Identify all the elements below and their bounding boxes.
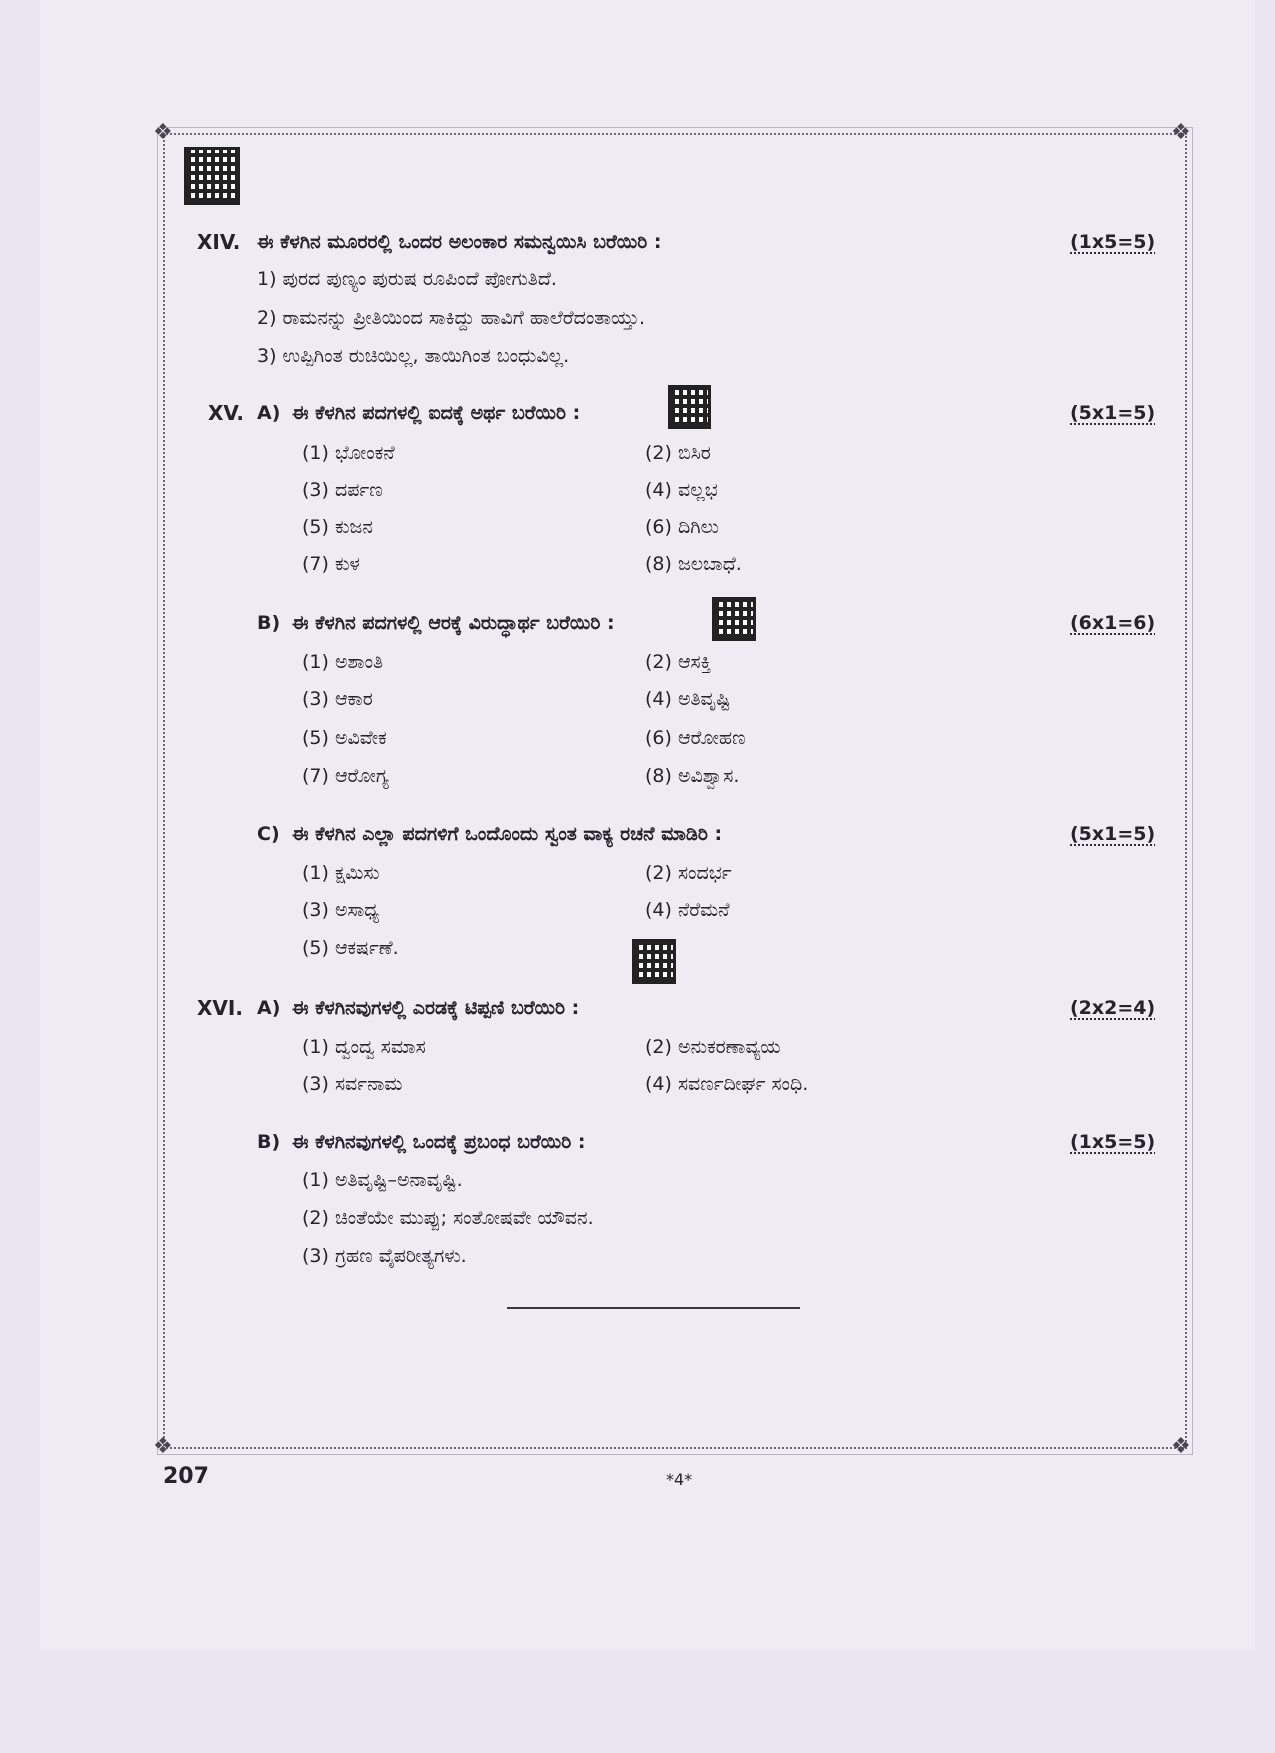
question-xv-b-item: (4) ಅತಿವೃಷ್ಟಿ [645,688,731,710]
question-xv-c-item: (4) ನೆರೆಮನೆ [645,899,730,921]
question-xiv-marks: (1x5=5) [1070,231,1156,253]
question-xv-a-item: (8) ಜಲಬಾಧೆ. [645,553,742,575]
corner-ornament-bottom-right: ❖ [1171,1434,1191,1459]
corner-ornament-bottom-left: ❖ [153,1434,173,1459]
question-xv-b-instruction: ಈ ಕೆಳಗಿನ ಪದಗಳಲ್ಲಿ ಆರಕ್ಕೆ ವಿರುದ್ಧಾರ್ಥ ಬರೆಯಿರಿ : [292,612,615,634]
question-xvi-a-marks: (2x2=4) [1070,997,1156,1019]
question-xv-a-item: (5) ಕುಜನ [302,516,373,538]
question-number-xvi: XVI. [197,996,243,1020]
question-xv-b-marks: (6x1=6) [1070,612,1156,634]
question-xv-b-item: (1) ಅಶಾಂತಿ [302,651,384,673]
question-xvi-a-label: A) [257,997,281,1019]
question-xvi-b-item: (1) ಅತಿವೃಷ್ಟಿ–ಅನಾವೃಷ್ಟಿ. [302,1169,463,1191]
question-xvi-b-label: B) [257,1131,281,1153]
question-xv-c-item: (5) ಆಕರ್ಷಣೆ. [302,937,399,959]
question-xv-a-label: A) [257,402,281,424]
question-xiv-item: 1) ಪುರದ ಪುಣ್ಯಂ ಪುರುಷ ರೂಪಿಂದೆ ಪೋಗುತಿದೆ. [257,268,557,290]
question-xv-b-item: (6) ಆರೋಹಣ [645,727,746,749]
question-xvi-a-item: (2) ಅನುಕರಣಾವ್ಯಯ [645,1036,781,1058]
question-xv-b-item: (2) ಆಸಕ್ತಿ [645,651,712,673]
question-xvi-b-item: (3) ಗ್ರಹಣ ವೈಪರೀತ್ಯಗಳು. [302,1245,467,1267]
question-xvi-a-item: (4) ಸವರ್ಣದೀರ್ಘ ಸಂಧಿ. [645,1073,809,1095]
corner-ornament-top-left: ❖ [153,120,173,145]
question-xv-a-item: (1) ಭೋಂಕನೆ [302,442,395,464]
page-barcode-icon [184,147,240,205]
question-xv-c-marks: (5x1=5) [1070,823,1156,845]
question-xiv-item: 2) ರಾಮನನ್ನು ಪ್ರೀತಿಯಿಂದ ಸಾಕಿದ್ದು ಹಾವಿಗೆ ಹಾಲೆರೆದಂತಾಯ್ತು. [257,307,646,329]
question-xvi-b-marks: (1x5=5) [1070,1131,1156,1153]
qr-code-icon [632,939,676,984]
question-xv-a-item: (3) ದರ್ಪಣ [302,479,383,501]
question-xv-c-item: (3) ಅಸಾಧ್ಯ [302,899,380,921]
page-code: 207 [163,1464,209,1489]
question-xv-a-item: (2) ಬಿಸಿರ [645,442,711,464]
question-xvi-a-item: (1) ದ್ವಂದ್ವ ಸಮಾಸ [302,1036,426,1058]
qr-code-icon [712,597,756,641]
question-xv-a-item: (7) ಕುಳ [302,553,360,575]
question-xvi-b-instruction: ಈ ಕೆಳಗಿನವುಗಳಲ್ಲಿ ಒಂದಕ್ಕೆ ಪ್ರಬಂಧ ಬರೆಯಿರಿ : [292,1131,586,1153]
question-xv-a-instruction: ಈ ಕೆಳಗಿನ ಪದಗಳಲ್ಲಿ ಐದಕ್ಕೆ ಅರ್ಥ ಬರೆಯಿರಿ : [292,402,581,424]
question-xiv-instruction: ಈ ಕೆಳಗಿನ ಮೂರರಲ್ಲಿ ಒಂದರ ಅಲಂಕಾರ ಸಮನ್ವಯಿಸಿ ಬರೆಯಿರಿ : [257,231,662,253]
question-xv-c-item: (1) ಕ್ಷಮಿಸು [302,862,380,884]
question-xv-b-item: (5) ಅವಿವೇಕ [302,727,387,749]
question-xv-c-label: C) [257,823,280,845]
question-xv-b-item: (8) ಅವಿಶ್ವಾಸ. [645,765,740,787]
page-number: *4* [666,1470,693,1489]
question-xv-c-item: (2) ಸಂದರ್ಭ [645,862,732,884]
question-xv-b-item: (7) ಆರೋಗ್ಯ [302,765,389,787]
question-xv-a-item: (6) ದಿಗಿಲು [645,516,719,538]
corner-ornament-top-right: ❖ [1171,120,1191,145]
question-xv-b-label: B) [257,612,281,634]
question-xv-a-marks: (5x1=5) [1070,402,1156,424]
question-xvi-b-item: (2) ಚಿಂತೆಯೇ ಮುಪ್ಪು; ಸಂತೋಷವೇ ಯೌವನ. [302,1207,594,1229]
qr-code-icon [668,385,711,429]
question-xv-c-instruction: ಈ ಕೆಳಗಿನ ಎಲ್ಲಾ ಪದಗಳಿಗೆ ಒಂದೊಂದು ಸ್ವಂತ ವಾಕ್ಯ ರಚನೆ ಮಾಡಿರಿ : [292,823,723,845]
question-xvi-a-instruction: ಈ ಕೆಳಗಿನವುಗಳಲ್ಲಿ ಎರಡಕ್ಕೆ ಟಿಪ್ಪಣಿ ಬರೆಯಿರಿ : [292,997,580,1019]
question-number-xv: XV. [208,401,244,425]
question-xv-a-item: (4) ವಲ್ಲಭ [645,479,718,501]
question-xiv-item: 3) ಉಪ್ಪಿಗಿಂತ ರುಚಿಯಿಲ್ಲ, ತಾಯಿಗಿಂತ ಬಂಧುವಿಲ್ಲ. [257,345,570,367]
question-xvi-a-item: (3) ಸರ್ವನಾಮ [302,1073,403,1095]
end-of-paper-rule [507,1307,800,1309]
question-xv-b-item: (3) ಆಕಾರ [302,688,373,710]
question-number-xiv: XIV. [197,230,241,254]
